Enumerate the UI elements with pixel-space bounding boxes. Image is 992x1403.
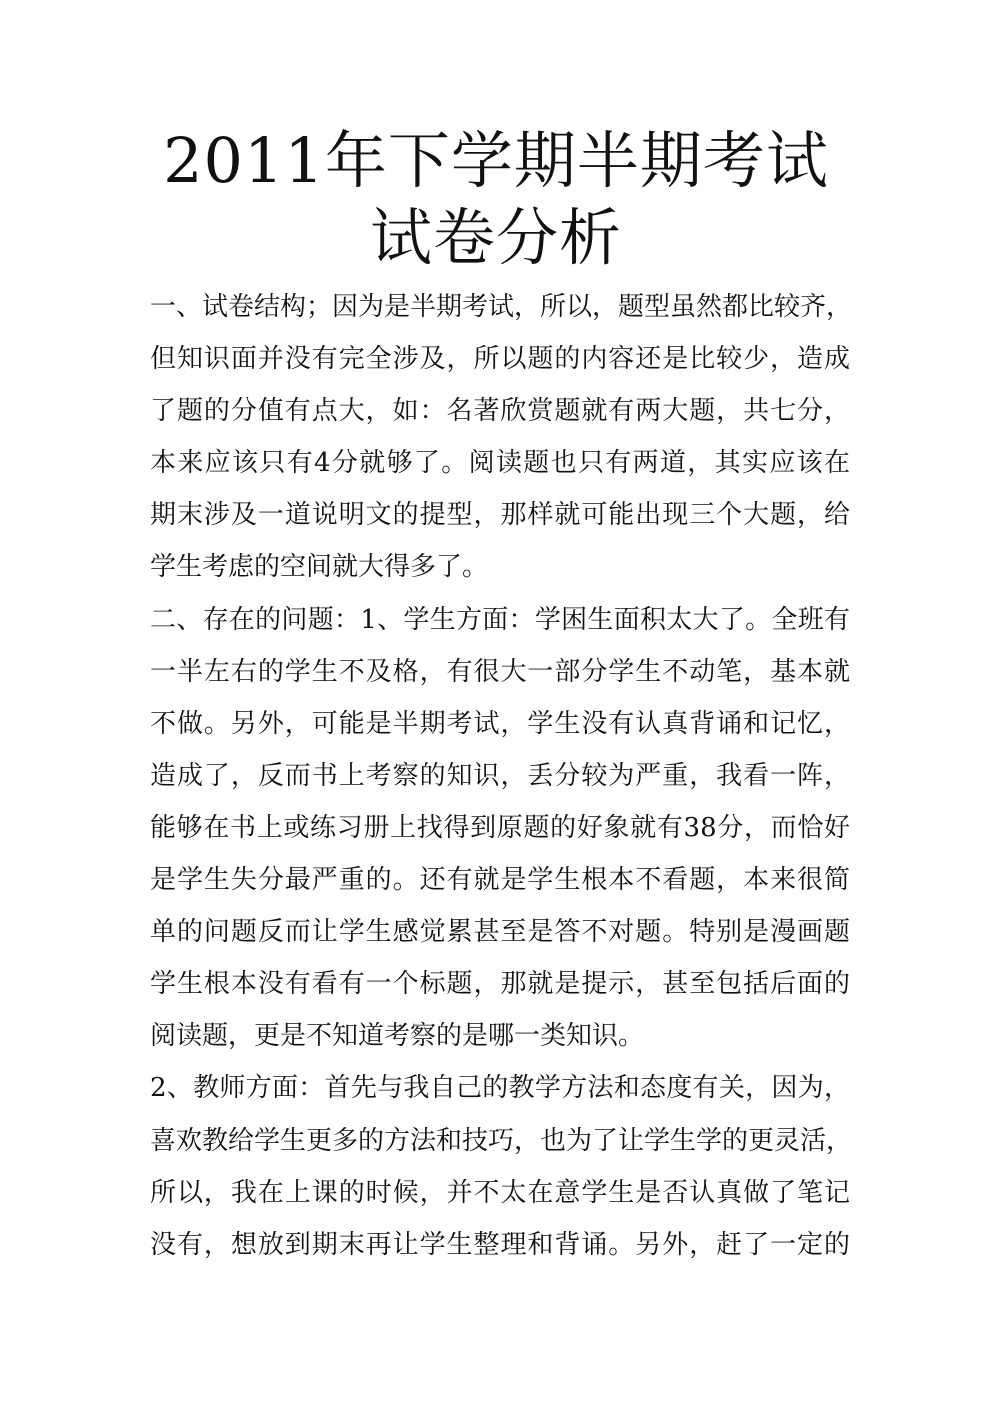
text-line: 阅读题，更是不知道考察的是哪一类知识。	[150, 1021, 645, 1052]
document-title-line-1: 2011年下学期半期考试	[163, 124, 829, 197]
document-title-line-2: 试卷分析	[369, 201, 622, 274]
text-line: 但知识面并没有完全涉及，所以题的内容还是比较少，造成	[150, 344, 850, 375]
text-line: 是学生失分最严重的。还有就是学生根本不看题，本来很简	[150, 865, 850, 896]
text-line: 一半左右的学生不及格，有很大一部分学生不动笔，基本就	[150, 656, 850, 687]
text-line: 造成了，反而书上考察的知识，丢分较为严重，我看一阵，	[150, 760, 850, 791]
text-line: 本来应该只有4分就够了。阅读题也只有两道，其实应该在	[150, 448, 850, 479]
text-line: 学生根本没有看有一个标题，那就是提示，甚至包括后面的	[150, 969, 850, 1000]
text-line: 单的问题反而让学生感觉累甚至是答不对题。特别是漫画题	[150, 917, 850, 948]
text-line: 期末涉及一道说明文的提型，那样就可能出现三个大题，给	[150, 500, 850, 531]
text-line: 没有，想放到期末再让学生整理和背诵。另外，赶了一定的	[150, 1229, 850, 1260]
text-line: 二、存在的问题：1、学生方面：学困生面积太大了。全班有	[150, 604, 850, 635]
text-line: 了题的分值有点大，如：名著欣赏题就有两大题，共七分，	[150, 396, 850, 427]
text-line: 能够在书上或练习册上找得到原题的好象就有38分，而恰好	[150, 812, 850, 843]
document-body	[150, 281, 853, 1271]
text-line: 2、教师方面：首先与我自己的教学方法和态度有关，因为，	[150, 1073, 850, 1104]
text-line: 所以，我在上课的时候，并不太在意学生是否认真做了笔记	[150, 1177, 850, 1208]
text-line: 学生考虑的空间就大得多了。	[150, 552, 489, 583]
text-line: 不做。另外，可能是半期考试，学生没有认真背诵和记忆，	[150, 708, 850, 739]
text-line: 一、试卷结构；因为是半期考试，所以，题型虽然都比较齐，	[150, 292, 853, 322]
text-line: 喜欢教给学生更多的方法和技巧，也为了让学生学的更灵活，	[150, 1125, 853, 1156]
